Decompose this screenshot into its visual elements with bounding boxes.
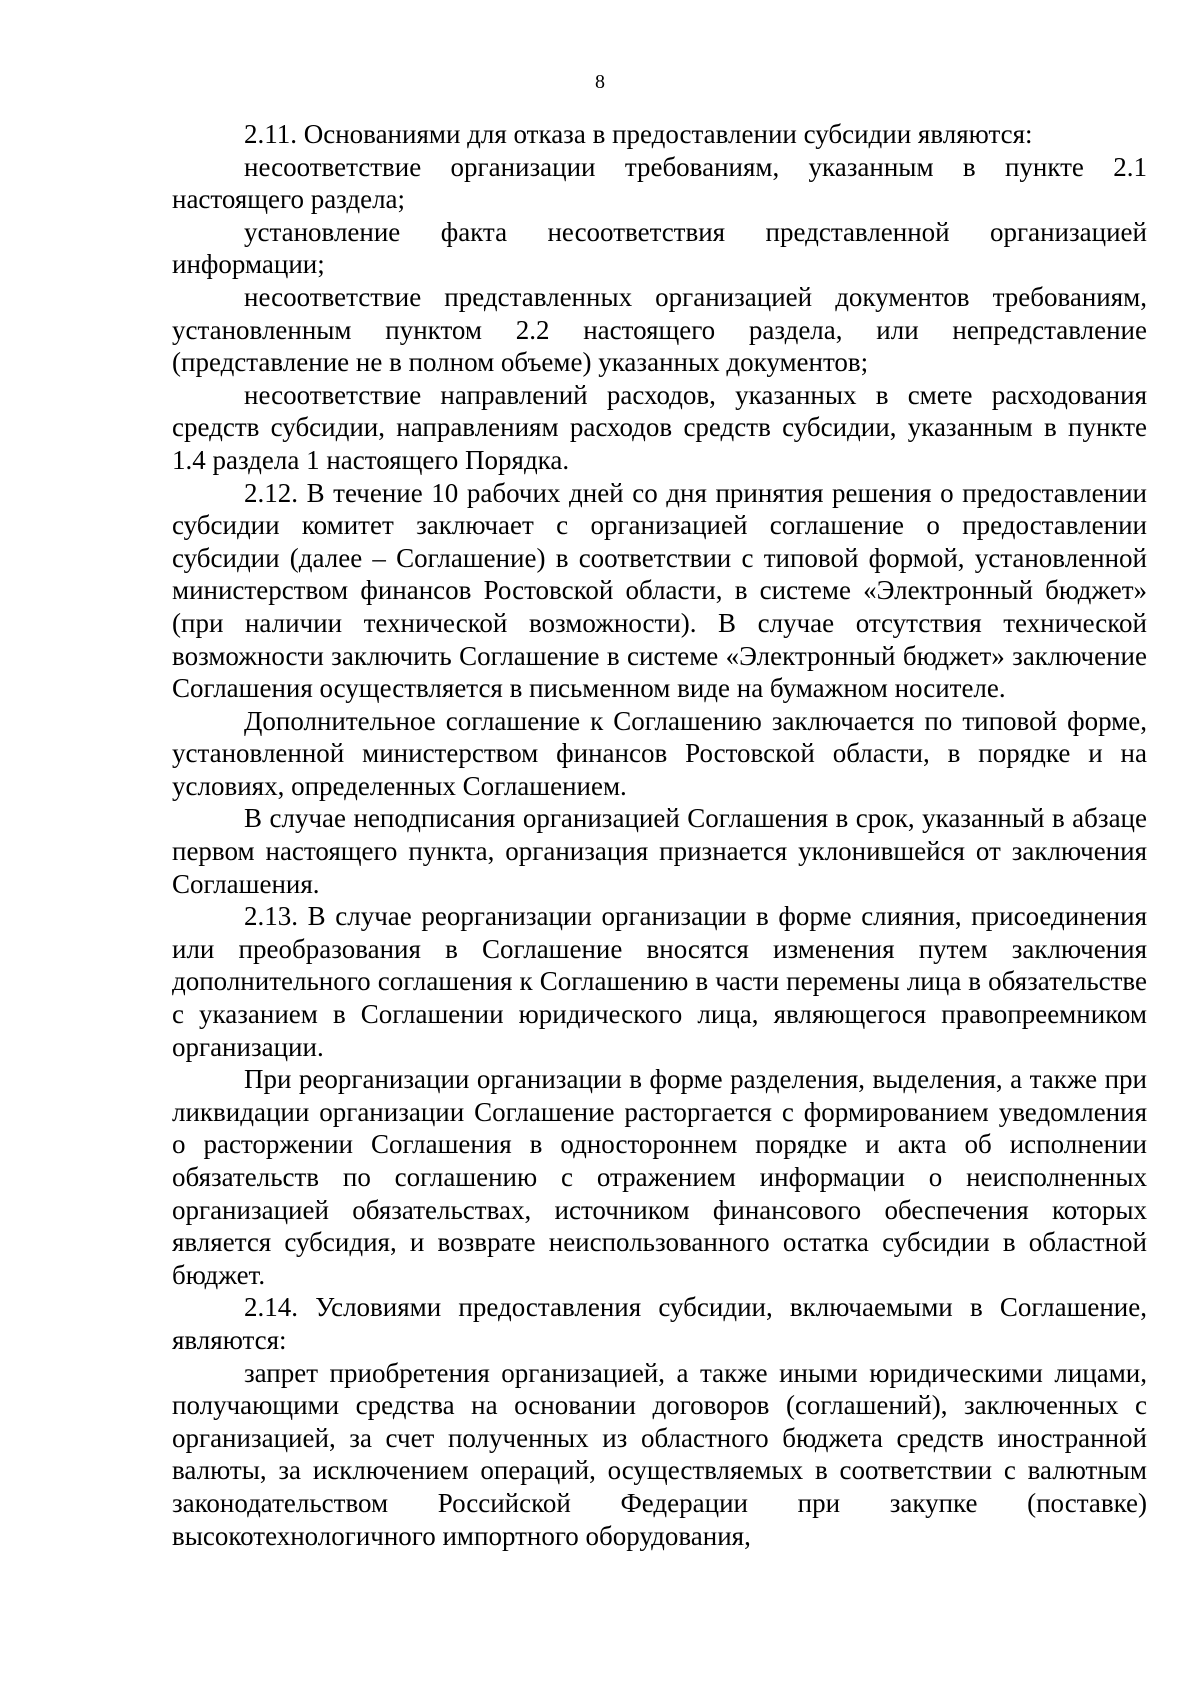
paragraph-2-14-heading: 2.14. Условиями предоставления субсидии, включаемыми в Соглашение, являются: [172,1292,1147,1355]
paragraph-refusal-ground-2: установление факта несоответствия представленной организацией информации; [172,216,1147,280]
paragraph-refusal-ground-4: несоответствие направлений расходов, указанных в смете расходования средств субсидии, направлениям расходов средств субсидии, указанным в пункте 1.4 раздела 1 настоящего Порядка. [172,379,1147,475]
document-body [172,118,1147,1552]
paragraph-additional-agreement: Дополнительное соглашение к Соглашению заключается по типовой форме, установленной министерством финансов Ростовской области, в порядке и на условиях, определенных Соглашением. [172,705,1147,801]
page-number: 8 [595,71,605,93]
paragraph-refusal-ground-1: несоответствие организации требованиям, указанным в пункте 2.1 настоящего раздела; [172,151,1147,215]
paragraph-currency-prohibition: запрет приобретения организацией, а также иными юридическими лицами, получающими средства на основании договоров (соглашений), заключенных с организацией, за счет полученных из областного бюджета средств иностранной валюты, за исключением операций, осуществляемых в соответствии с валютным законодательством Российской Федерации при закупке (поставке) высокотехнологичного импортного оборудования, [172,1357,1147,1551]
paragraph-refusal-ground-3: несоответствие представленных организацией документов требованиям, установленным пунктом 2.2 настоящего раздела, или непредставление (представление не в полном объеме) указанных документов; [172,281,1147,378]
paragraph-2-13: 2.13. В случае реорганизации организации в форме слияния, присоединения или преобразования в Соглашение вносятся изменения путем заключения дополнительного соглашения к Соглашению в части перемены лица в обязательстве с указанием в Соглашении юридического лица, являющегося правопреемником организации. [172,901,1147,1062]
paragraph-non-signing: В случае неподписания организацией Соглашения в срок, указанный в абзаце первом настоящего пункта, организация признается уклонившейся от заключения Соглашения. [172,803,1147,899]
paragraph-2-11-heading: 2.11. Основаниями для отказа в предоставлении субсидии являются: [244,119,1033,149]
paragraph-2-12: 2.12. В течение 10 рабочих дней со дня принятия решения о предоставлении субсидии комитет заключает с организацией соглашение о предоставлении субсидии (далее – Соглашение) в соответствии с типовой формой, установленной министерством финансов Ростовской области, в системе «Электронный бюджет» (при наличии технической возможности). В случае отсутствия технической возможности заключить Соглашение в системе «Электронный бюджет» заключение Соглашения осуществляется в письменном виде на бумажном носителе. [172,477,1147,704]
paragraph-reorganization-termination: При реорганизации организации в форме разделения, выделения, а также при ликвидации организации Соглашение расторгается с формированием уведомления о расторжении Соглашения в одностороннем порядке и акта об исполнении обязательств по соглашению с отражением информации о неисполненных организацией обязательствах, источником финансового обеспечения которых является субсидия, и возврате неиспользованного остатка субсидии в областной бюджет. [172,1064,1147,1290]
